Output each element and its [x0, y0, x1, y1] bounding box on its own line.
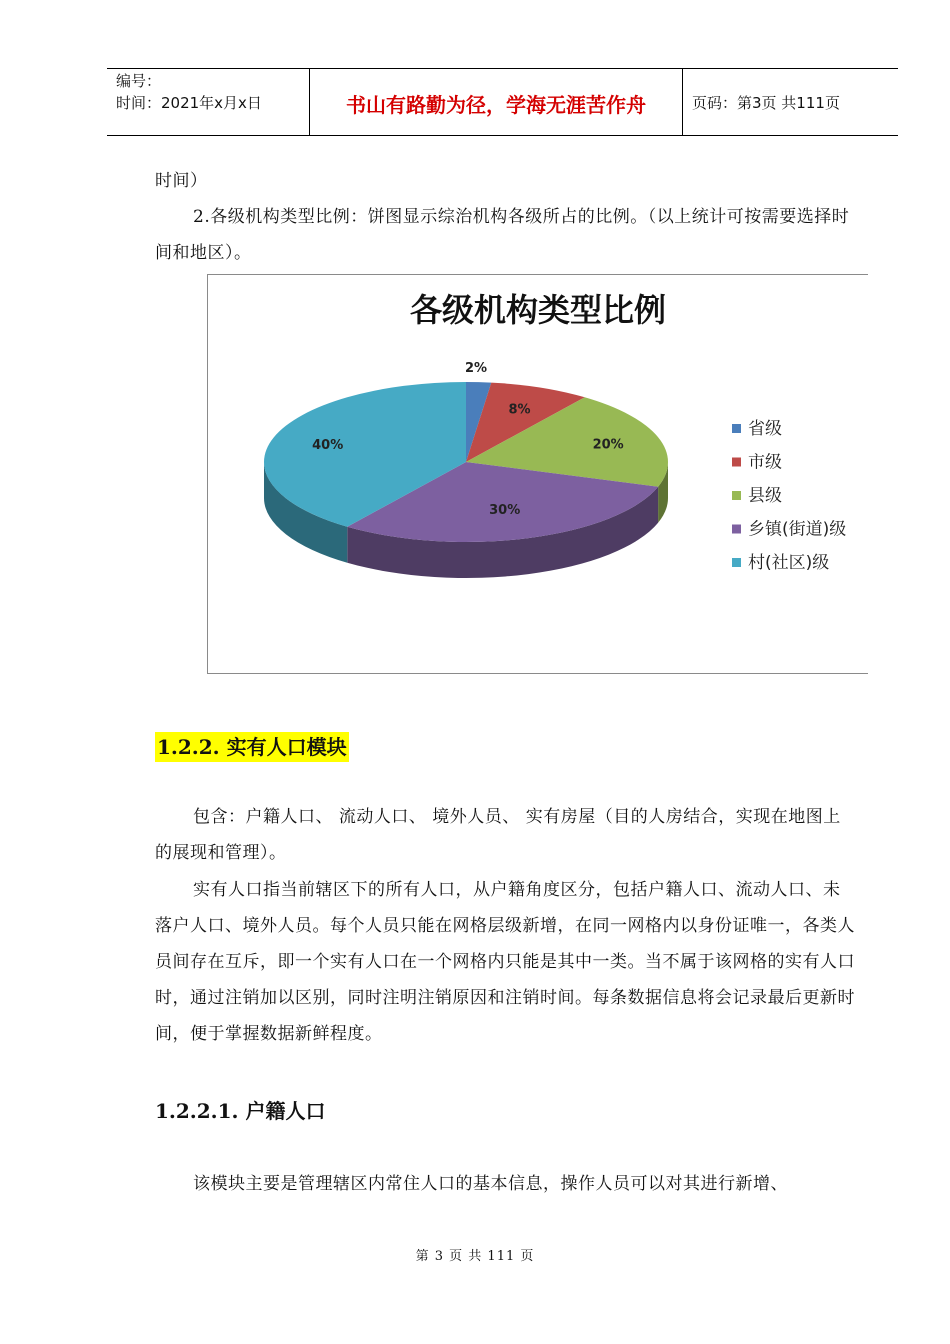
pie-data-label-4: 40%: [312, 438, 344, 454]
page-footer: 第 3 页 共 111 页: [415, 1249, 535, 1264]
legend-swatch-3: [732, 525, 741, 534]
pie-data-label-1: 8%: [508, 402, 531, 418]
chart-title: 各级机构类型比例: [409, 291, 667, 329]
header-number-label: 编号：: [116, 72, 162, 90]
paragraph-actual-population: 实有人口指当前辖区下的所有人口，从户籍角度区分，包括户籍人口、流动人口、未落户人口、境外人员。每个人员只能在网格层级新增，在同一网格内以身份证唯一，各类人员间存在互斥，即一个实有人口在一个网格内只能是其中一类。当不属于该网格的实有人口时，通过注销加以区别，同时注明注销原因和注销时间。每条数据信息将会记录最后更新时间，便于掌握数据新鲜程度。: [155, 880, 855, 1044]
header-motto: 书山有路勤为径，学海无涯苦作舟: [346, 93, 646, 117]
header-page-info: 页码：第3页 共111页: [692, 94, 840, 112]
pie-data-label-2: 20%: [592, 437, 624, 453]
paragraph-time-tail: 时间）: [155, 171, 208, 191]
pie-data-label-0: 2%: [464, 361, 488, 376]
header-date-label: 时间：2021年x月x日: [116, 94, 262, 112]
legend-label-3: 乡镇(街道)级: [748, 519, 847, 540]
legend-label-1: 市级: [748, 452, 782, 473]
chart-legend: [732, 419, 846, 573]
pie-chart: [208, 275, 868, 673]
paragraph-contains: 包含：户籍人口、 流动人口、 境外人员、 实有房屋（目的人房结合，实现在地图上的展现和管理）。: [155, 807, 841, 863]
pie-slices: [264, 382, 668, 542]
heading-household-population: 1.2.2.1. 户籍人口: [155, 1099, 326, 1123]
chart-figure: [207, 274, 868, 674]
paragraph-ratio: 2.各级机构类型比例：饼图显示综治机构各级所占的比例。（以上统计可按需要选择时间和地区）。: [155, 207, 850, 263]
header-top-rule: [107, 68, 898, 69]
legend-swatch-2: [732, 491, 741, 500]
header-bottom-rule: [107, 135, 898, 136]
header-divider: [682, 68, 683, 136]
pie-data-label-3: 30%: [489, 503, 521, 519]
legend-label-0: 省级: [748, 419, 782, 439]
legend-label-4: 村(社区)级: [748, 553, 830, 573]
legend-label-2: 县级: [748, 486, 782, 506]
paragraph-household: 该模块主要是管理辖区内常住人口的基本信息，操作人员可以对其进行新增、: [193, 1174, 788, 1194]
legend-swatch-4: [732, 558, 741, 567]
heading-actual-population: 1.2.2. 实有人口模块: [155, 732, 349, 762]
header-left-cell: [116, 70, 262, 114]
legend-swatch-0: [732, 424, 741, 433]
legend-swatch-1: [732, 458, 741, 467]
